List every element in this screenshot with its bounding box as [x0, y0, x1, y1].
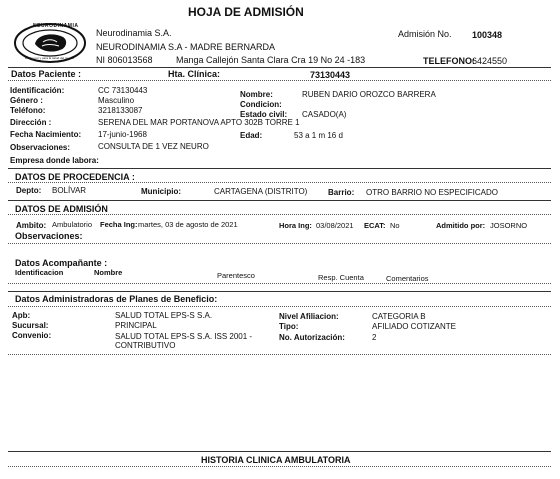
phone-value: 6424550	[472, 56, 508, 66]
authorization-label: No. Autorización:	[279, 333, 345, 342]
branch-value: PRINCIPAL	[115, 321, 157, 330]
companion-header-account: Resp. Cuenta	[318, 273, 364, 282]
administradoras-divider	[8, 306, 551, 307]
affiliation-level-value: CATEGORIA B	[372, 312, 426, 321]
age-value: 53 a 1 m 16 d	[294, 131, 343, 140]
authorization-value: 2	[372, 333, 377, 342]
employer-label: Empresa donde labora:	[10, 156, 99, 165]
companion-divider	[8, 283, 551, 284]
footer-title: HISTORIA CLINICA AMBULATORIA	[201, 455, 351, 465]
admitted-by-label: Admitido por:	[436, 221, 486, 230]
admission-time-value: 03/08/2021	[316, 221, 354, 230]
document-title: HOJA DE ADMISIÓN	[188, 5, 304, 19]
type-label: Tipo:	[279, 322, 299, 331]
name-value: RUBEN DARIO OROZCO BARRERA	[302, 90, 436, 99]
company-nit: NI 806013568	[96, 55, 153, 65]
admision-observations-line	[8, 243, 551, 244]
apb-label: Apb:	[12, 311, 31, 320]
marital-status-label: Estado civil:	[240, 110, 288, 119]
admision-top-line	[8, 200, 551, 201]
procedencia-divider	[8, 182, 551, 183]
telephone-label: Teléfono:	[10, 106, 46, 115]
administradoras-top-line	[8, 291, 551, 292]
procedencia-title: DATOS DE PROCEDENCIA :	[15, 172, 135, 182]
agreement-label: Convenio:	[12, 331, 52, 340]
admission-time-label: Hora Ing:	[279, 221, 312, 230]
affiliation-level-label: Nivel Afiliacion:	[279, 312, 339, 321]
branch-label: Sucursal:	[12, 321, 49, 330]
department-value: BOLÍVAR	[52, 186, 87, 195]
companion-header-id: Identificacion	[15, 268, 64, 277]
observations-label: Observaciones:	[10, 143, 71, 152]
admission-date-label: Fecha Ing:	[100, 220, 138, 229]
patient-section-title: Datos Paciente :	[11, 69, 82, 79]
identification-value: CC 73130443	[98, 86, 148, 95]
municipality-label: Municipio:	[141, 187, 181, 196]
footer-top-line	[8, 451, 551, 452]
admission-number-label: Admisión No.	[398, 29, 452, 39]
companion-title: Datos Acompañante :	[15, 258, 108, 268]
header-divider	[8, 67, 551, 68]
company-name: Neurodinamia S.A.	[96, 28, 172, 38]
logo-text-bottom: Hecho por y para la salud del mundo	[25, 56, 75, 60]
scope-value: Ambulatorio	[52, 220, 93, 229]
administradoras-bottom-line	[8, 354, 551, 355]
admision-observations-label: Observaciones:	[15, 231, 83, 241]
address-label: Dirección :	[10, 118, 52, 127]
neighborhood-value: OTRO BARRIO NO ESPECIFICADO	[366, 188, 499, 197]
identification-label: Identificación:	[10, 86, 65, 95]
municipality-value: CARTAGENA (DISTRITO)	[214, 187, 308, 196]
admision-divider	[8, 214, 551, 215]
ecat-label: ECAT:	[364, 221, 386, 230]
scope-label: Ambito:	[16, 221, 47, 230]
patient-divider	[8, 80, 551, 81]
clinical-history-label: Hta. Clínica:	[168, 69, 221, 79]
address-value: SERENA DEL MAR PORTANOVA APTO 302B TORRE 1	[98, 118, 300, 127]
age-label: Edad:	[240, 131, 263, 140]
agreement-value-line1: SALUD TOTAL EPS-S S.A. ISS 2001 -	[115, 332, 253, 341]
admission-number: 100348	[472, 30, 503, 40]
gender-label: Género :	[10, 96, 43, 105]
companion-header-comments: Comentarios	[386, 274, 429, 283]
companion-header-relationship: Parentesco	[217, 271, 255, 280]
admision-title: DATOS DE ADMISIÓN	[15, 204, 108, 214]
type-value: AFILIADO COTIZANTE	[372, 322, 457, 331]
ecat-value: No	[390, 221, 400, 230]
condition-label: Condicion:	[240, 100, 282, 109]
admission-date-value: martes, 03 de agosto de 2021	[138, 220, 238, 229]
footer-divider	[8, 466, 551, 467]
birthdate-value: 17-junio-1968	[98, 130, 147, 139]
name-label: Nombre:	[240, 90, 273, 99]
companion-header-name: Nombre	[94, 268, 123, 277]
gender-value: Masculino	[98, 96, 135, 105]
neighborhood-label: Barrio:	[328, 188, 355, 197]
observations-value: CONSULTA DE 1 VEZ NEURO	[98, 142, 209, 151]
apb-value: SALUD TOTAL EPS-S S.A.	[115, 311, 213, 320]
admitted-by-value: JOSORNO	[490, 221, 528, 230]
clinical-history-number: 73130443	[310, 70, 351, 80]
company-address: Manga Callejón Santa Clara Cra 19 No 24 -183	[176, 55, 366, 65]
administradoras-title: Datos Administradoras de Planes de Beneficio:	[15, 294, 218, 304]
procedencia-top-line	[8, 168, 551, 169]
birthdate-label: Fecha Nacimiento:	[10, 130, 82, 139]
company-logo	[13, 22, 87, 64]
telephone-value: 3218133087	[98, 106, 143, 115]
marital-status-value: CASADO(A)	[302, 110, 347, 119]
logo-text-top: NEURODINAMIA	[33, 23, 79, 29]
agreement-value-line2: CONTRIBUTIVO	[115, 341, 176, 350]
department-label: Depto:	[16, 186, 42, 195]
phone-label: TELEFONO:	[423, 56, 475, 66]
company-branch: NEURODINAMIA S.A - MADRE BERNARDA	[96, 42, 276, 52]
